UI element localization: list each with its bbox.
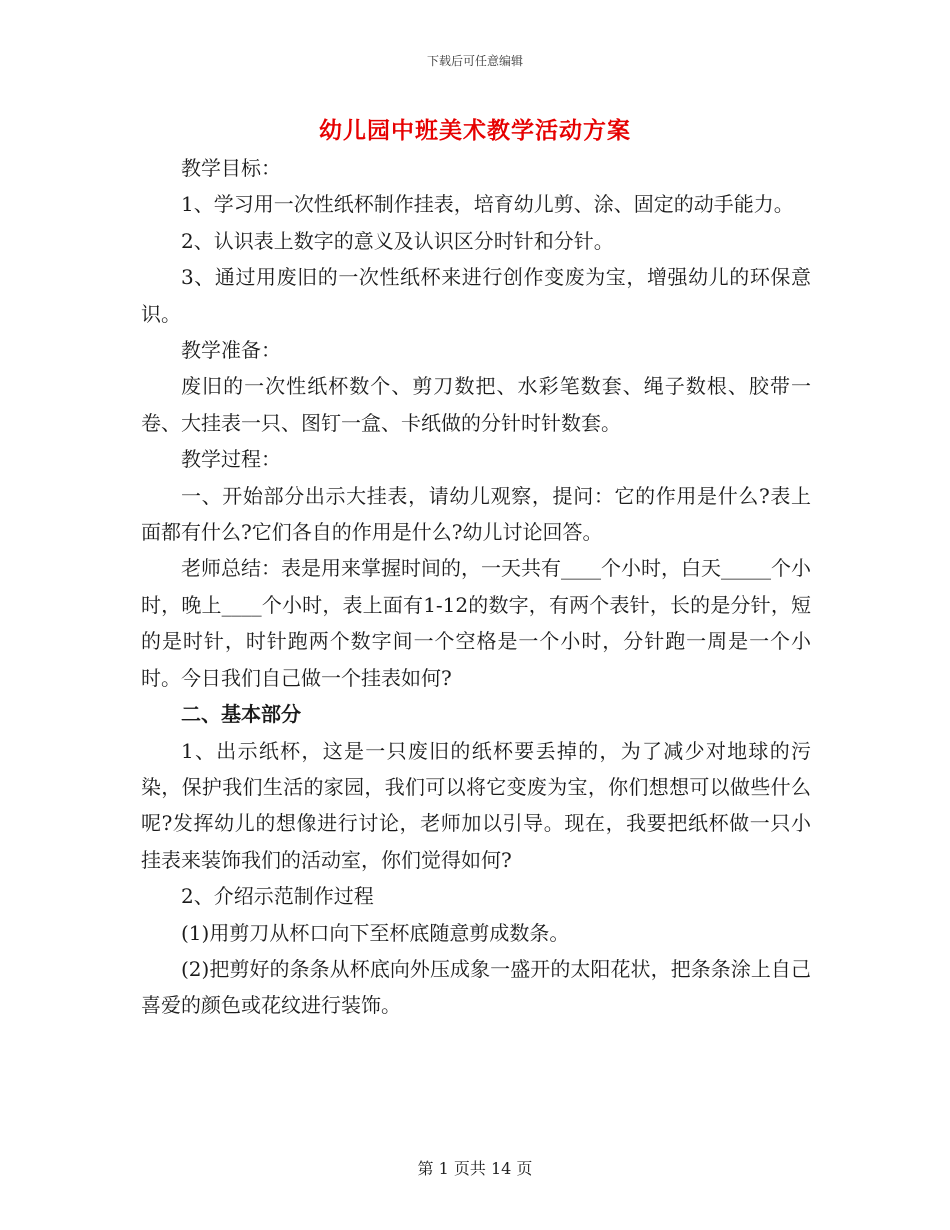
basic-step-2: 2、介绍示范制作过程 [181, 884, 374, 909]
preparation-materials: 废旧的一次性纸杯数个、剪刀数把、水彩笔数套、绳子数根、胶带一卷、大挂表一只、图钉一盒、卡纸做的分针时针数套。 [141, 374, 811, 435]
section-heading-preparation: 教学准备： [181, 338, 281, 363]
process-part-1-intro: 一、开始部分出示大挂表，请幼儿观察，提问：它的作用是什么?表上面都有什么?它们各自的作用是什么?幼儿讨论回答。 [141, 483, 811, 545]
section-heading-process: 教学过程： [181, 447, 281, 472]
page-number-footer: 第 1 页共 14 页 [417, 1159, 533, 1178]
goal-item-2: 2、认识表上数字的意义及认识区分时针和分针。 [181, 228, 614, 253]
section-heading-basic: 二、基本部分 [181, 702, 301, 727]
make-step-2: (2)把剪好的条条从杯底向外压成象一盛开的太阳花状，把条条涂上自己喜爱的颜色或花纹进行装饰。 [141, 956, 811, 1018]
teacher-summary: 老师总结：表是用来掌握时间的，一天共有____个小时，白天_____个小时，晚上____个小时，表上面有1-12的数字，有两个表针，长的是分针，短的是时针，时针跑两个数字间一个空格是一个小时，分针跑一周是一个小时。今日我们自己做一个挂表如何? [141, 556, 811, 690]
goal-item-3: 3、通过用废旧的一次性纸杯来进行创作变废为宝，增强幼儿的环保意识。 [141, 265, 811, 326]
section-heading-goals: 教学目标： [181, 156, 281, 180]
document-body [141, 150, 811, 1024]
goal-item-1: 1、学习用一次性纸杯制作挂表，培育幼儿剪、涂、固定的动手能力。 [181, 192, 794, 217]
document-title: 幼儿园中班美术教学活动方案 [319, 117, 631, 144]
make-step-1: (1)用剪刀从杯口向下至杯底随意剪成数条。 [181, 920, 570, 945]
basic-step-1: 1、出示纸杯，这是一只废旧的纸杯要丢掉的，为了减少对地球的污染，保护我们生活的家园，我们可以将它变废为宝，你们想想可以做些什么呢?发挥幼儿的想像进行讨论，老师加以引导。现在，我要把纸杯做一只小挂表来装饰我们的活动室，你们觉得如何? [141, 738, 811, 872]
page-header-note: 下载后可任意编辑 [426, 54, 523, 68]
